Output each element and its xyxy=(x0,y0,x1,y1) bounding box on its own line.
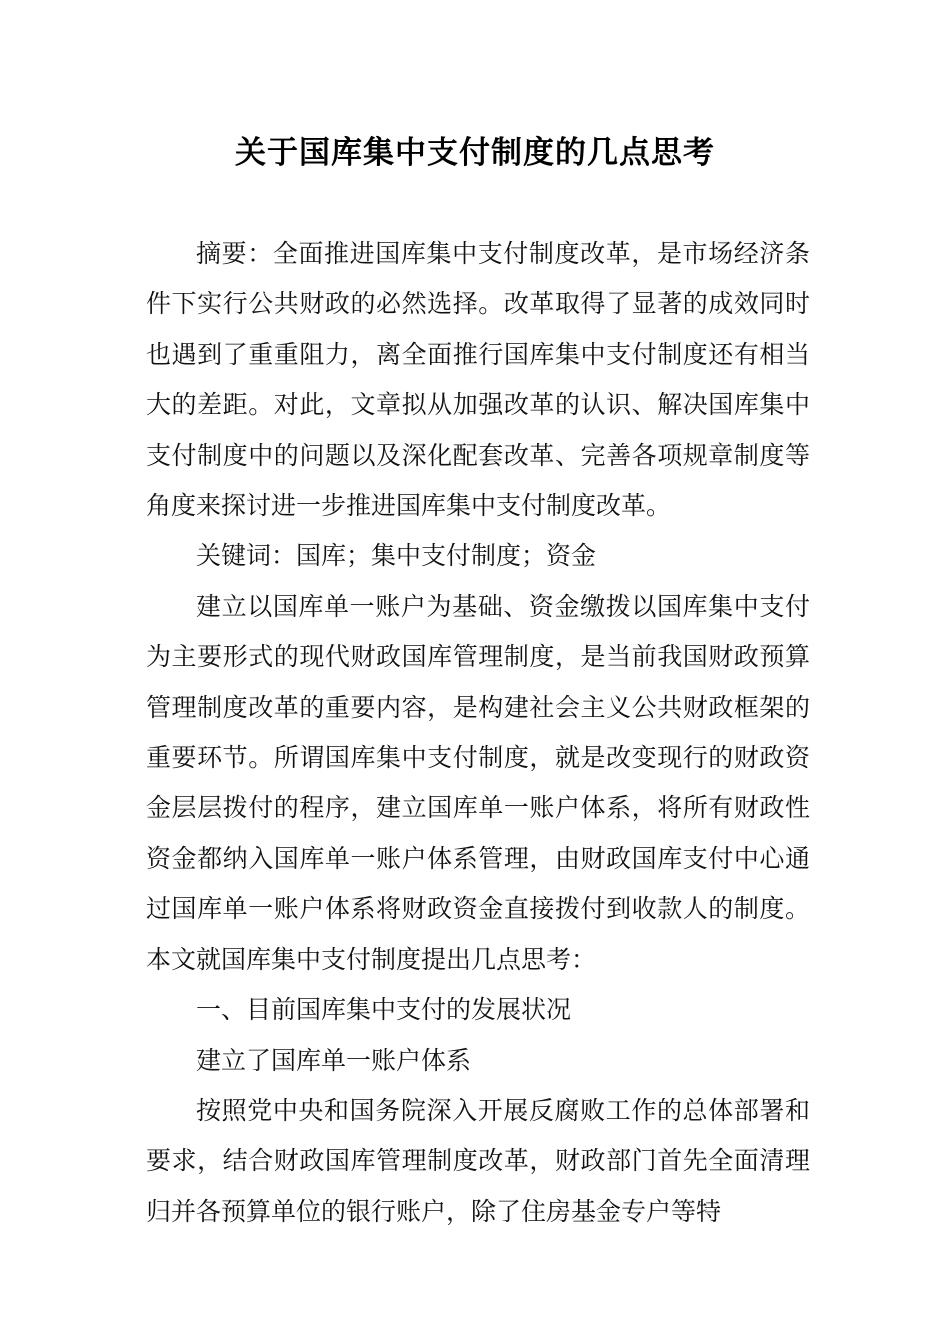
section-heading: 一、目前国库集中支付的发展状况 xyxy=(196,995,572,1025)
document-title: 关于国库集中支付制度的几点思考 xyxy=(235,135,715,171)
abstract-paragraph: 摘要：全面推进国库集中支付制度改革，是市场经济条件下实行公共财政的必然选择。改革取得了显著的成效同时也遇到了重重阻力，离全面推行国库集中支付制度还有相当大的差距。对此，文章拟从加强改革的认识、解决国库集中支付制度中的问题以及深化配套改革、完善各项规章制度等角度来探讨进一步推进国库集中支付制度改革。 xyxy=(146,239,810,521)
intro-paragraph: 建立以国库单一账户为基础、资金缴拨以国库集中支付为主要形式的现代财政国库管理制度，是当前我国财政预算管理制度改革的重要内容，是构建社会主义公共财政框架的重要环节。所谓国库集中支付制度，就是改变现行的财政资金层层拨付的程序，建立国库单一账户体系，将所有财政性资金都纳入国库单一账户体系管理，由财政国库支付中心通过国库单一账户体系将财政资金直接拨付到收款人的制度。本文就国库集中支付制度提出几点思考： xyxy=(146,591,810,974)
body-paragraph: 按照党中央和国务院深入开展反腐败工作的总体部署和要求，结合财政国库管理制度改革，财政部门首先全面清理归并各预算单位的银行账户，除了住房基金专户等特 xyxy=(146,1095,810,1226)
subsection-heading: 建立了国库单一账户体系 xyxy=(196,1045,472,1075)
document-body xyxy=(146,229,810,1237)
keywords-line: 关键词：国库；集中支付制度；资金 xyxy=(196,541,597,571)
